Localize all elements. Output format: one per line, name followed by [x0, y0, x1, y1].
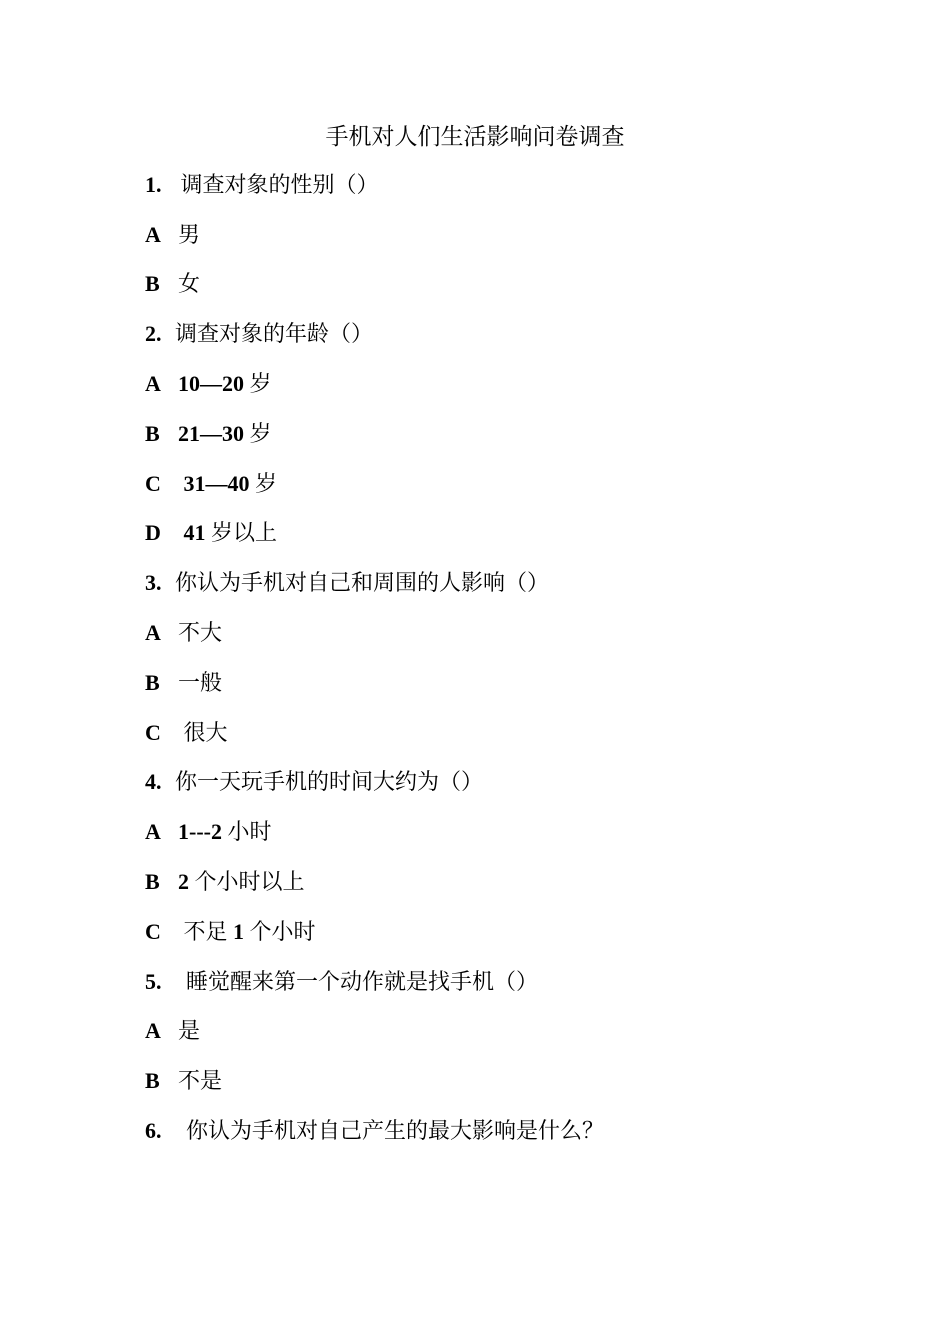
option-letter: C [145, 918, 161, 944]
question-line [145, 160, 865, 210]
question-number: 6. [145, 1118, 162, 1144]
question-number: 1. [145, 171, 162, 197]
option-letter: B [145, 869, 160, 895]
option-line [145, 409, 865, 459]
option-letter: A [145, 620, 161, 646]
option-line [145, 1056, 865, 1106]
option-letter: B [145, 271, 160, 297]
option-letter: C [145, 719, 161, 745]
question-line [145, 758, 865, 808]
option-line [145, 359, 865, 409]
option-letter: A [145, 819, 161, 845]
option-text: 10—20 岁 [178, 371, 272, 397]
option-line [145, 608, 865, 658]
option-letter: B [145, 420, 160, 446]
option-line [145, 907, 865, 957]
option-text: 1---2 小时 [178, 819, 272, 845]
option-line [145, 708, 865, 758]
option-line [145, 1007, 865, 1057]
option-text: 不大 [178, 620, 223, 646]
question-list [145, 160, 865, 1156]
question-line [145, 309, 865, 359]
option-text: 不足 1 个小时 [178, 918, 316, 944]
option-text: 不是 [178, 1068, 223, 1094]
option-line [145, 807, 865, 857]
option-letter: A [145, 221, 161, 247]
question-text: 调查对象的性别（） [175, 171, 379, 197]
question-text: 你认为手机对自己产生的最大影响是什么？ [175, 1118, 605, 1144]
option-line [145, 658, 865, 708]
option-letter: B [145, 1068, 160, 1094]
option-line [145, 260, 865, 310]
option-text: 女 [178, 271, 201, 297]
page-title: 手机对人们生活影响问卷调查 [325, 124, 625, 149]
option-letter: B [145, 669, 160, 695]
question-text: 你一天玩手机的时间大约为（） [175, 769, 484, 795]
question-line [145, 1106, 865, 1156]
question-number: 4. [145, 769, 162, 795]
question-line [145, 558, 865, 608]
option-line [145, 459, 865, 509]
option-letter: A [145, 1018, 161, 1044]
question-number: 3. [145, 570, 162, 596]
question-text: 调查对象的年龄（） [175, 321, 374, 347]
option-text: 31—40 岁 [183, 470, 278, 496]
option-text: 2 个小时以上 [178, 869, 305, 895]
question-text: 你认为手机对自己和周围的人影响（） [175, 570, 550, 596]
question-text: 睡觉醒来第一个动作就是找手机（） [175, 968, 539, 994]
question-number: 5. [145, 968, 162, 994]
option-letter: C [145, 470, 161, 496]
option-text: 男 [178, 221, 201, 247]
option-letter: D [145, 520, 161, 546]
option-text: 41 岁以上 [183, 520, 278, 546]
option-text: 21—30 岁 [178, 420, 272, 446]
option-line [145, 210, 865, 260]
option-line [145, 857, 865, 907]
question-number: 2. [145, 321, 162, 347]
option-text: 很大 [178, 719, 228, 745]
option-line [145, 509, 865, 559]
option-text: 是 [178, 1018, 201, 1044]
option-text: 一般 [178, 669, 223, 695]
question-line [145, 957, 865, 1007]
option-letter: A [145, 371, 161, 397]
